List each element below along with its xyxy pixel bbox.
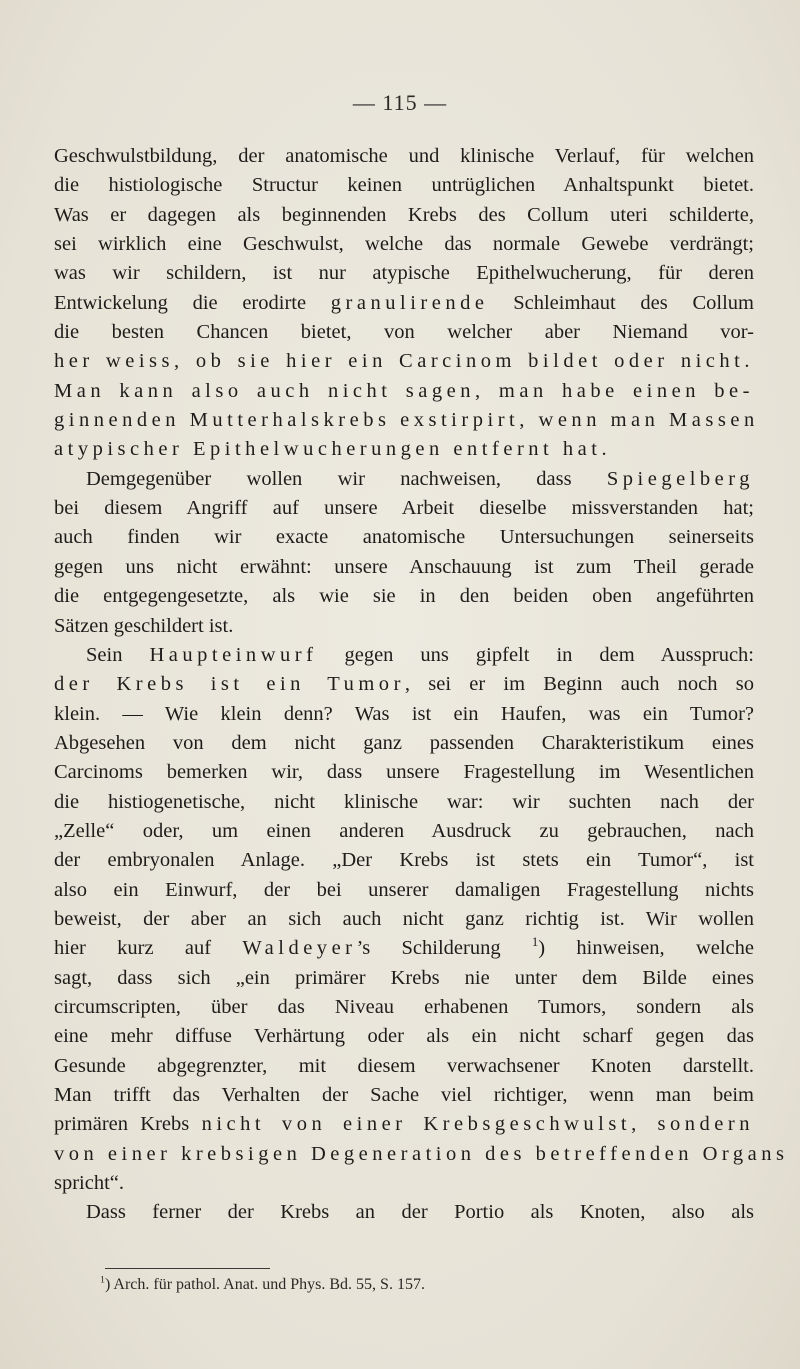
footnote-divider: [105, 1268, 270, 1269]
text-run: ’s Schilderung: [356, 937, 532, 960]
text-line: sei wirklich eine Geschwulst, welche das normale Gewebe verdrängt;: [54, 233, 754, 256]
text-line: sagt, dass sich „ein primärer Krebs nie unter dem Bilde eines: [54, 966, 754, 989]
text-line: die histiologische Structur keinen untrüglichen Anhaltspunkt bietet.: [54, 174, 754, 197]
text-line: die entgegengesetzte, als wie sie in den beiden oben angeführten: [54, 585, 754, 608]
body-text: [54, 142, 789, 1228]
footnote-text: ) Arch. für pathol. Anat. und Phys. Bd. 55, S. 157.: [104, 1276, 425, 1293]
text-line: [54, 289, 754, 318]
text-line: Sätzen geschildert ist.: [54, 614, 234, 637]
spaced-text-line: her weiss, ob sie hier ein Carcinom bildet oder nicht.: [54, 350, 754, 373]
footnote-reference: 1: [531, 935, 539, 950]
text-line: [54, 641, 754, 670]
text-line: die histiogenetische, nicht klinische war: wir suchten nach der: [54, 790, 754, 813]
spaced-text-line: Man kann also auch nicht sagen, man habe einen be-: [54, 379, 754, 402]
spaced-emphasis: Haupteinwurf: [149, 643, 318, 666]
text-line: Geschwulstbildung, der anatomische und klinische Verlauf, für welchen: [54, 145, 754, 167]
text-run: Demgegenüber wollen wir nachweisen, dass: [86, 467, 607, 490]
author-name-waldeyer: Waldeyer: [242, 937, 357, 960]
text-line: circumscripten, über das Niveau erhabenen Tumors, sondern als: [54, 995, 754, 1018]
text-line: bei diesem Angriff auf unsere Arbeit dieselbe missverstanden hat;: [54, 497, 754, 520]
text-line: eine mehr diffuse Verhärtung oder als ein nicht scharf gegen das: [54, 1025, 754, 1048]
text-run: Schleimhaut des Collum: [488, 291, 754, 314]
text-line: spricht“.: [54, 1172, 125, 1195]
spaced-emphasis: der Krebs ist ein Tumor: [54, 673, 405, 696]
text-line: die besten Chancen bietet, von welcher aber Niemand vor-: [54, 321, 754, 344]
text-line: [54, 670, 754, 699]
text-line: auch finden wir exacte anatomische Untersuchungen seinerseits: [54, 526, 754, 549]
text-line: Was er dagegen als beginnenden Krebs des Collum uteri schilderte,: [54, 203, 754, 226]
text-line: [54, 1110, 754, 1139]
footnote: [100, 1276, 425, 1294]
text-run: primären Krebs: [54, 1113, 202, 1136]
text-line: [54, 934, 754, 963]
spaced-text-line: ginnenden Mutterhalskrebs exstirpirt, wenn man Massen: [54, 409, 759, 432]
text-line: was wir schildern, ist nur atypische Epithelwucherung, für deren: [54, 262, 754, 285]
text-run: , sei er im Beginn auch noch so: [404, 673, 754, 696]
text-line: Man trifft das Verhalten der Sache viel richtiger, wenn man beim: [54, 1084, 754, 1106]
text-line: Carcinoms bemerken wir, dass unsere Fragestellung im Wesentlichen: [54, 761, 754, 784]
footnote-marker: 1: [100, 1274, 105, 1286]
text-line: also ein Einwurf, der bei unserer damaligen Fragestellung nichts: [54, 878, 754, 901]
text-run: Entwickelung die erodirte: [54, 291, 331, 314]
text-line: Dass ferner der Krebs an der Portio als Knoten, also als: [86, 1201, 754, 1224]
author-name-spiegelberg: Spiegelberg: [606, 467, 754, 490]
text-run: Sein: [86, 643, 150, 666]
text-line: Abgesehen von dem nicht ganz passenden Charakteristikum eines: [54, 731, 754, 754]
text-line: der embryonalen Anlage. „Der Krebs ist stets ein Tumor“, ist: [54, 849, 754, 872]
text-line: gegen uns nicht erwähnt: unsere Anschauung ist zum Theil gerade: [54, 555, 754, 578]
text-line: „Zelle“ oder, um einen anderen Ausdruck zu gebrauchen, nach: [54, 819, 754, 842]
text-line: Gesunde abgegrenzter, mit diesem verwachsener Knoten darstellt.: [54, 1054, 754, 1077]
text-line: beweist, der aber an sich auch nicht ganz richtig ist. Wir wollen: [54, 907, 754, 930]
text-run: ) hinweisen, welche: [538, 937, 754, 960]
text-run: hier kurz auf: [54, 937, 243, 960]
text-line: [54, 465, 754, 494]
spaced-text-line: atypischer Epithelwucherungen entfernt hat.: [54, 438, 612, 461]
text-run: gegen uns gipfelt in dem Ausspruch:: [317, 643, 754, 666]
page-number: — 115 —: [352, 90, 448, 115]
spaced-emphasis: nicht von einer Krebsgeschwulst, sondern: [201, 1113, 755, 1136]
spaced-text-line: von einer krebsigen Degeneration des betreffenden Organs: [54, 1142, 789, 1165]
spaced-emphasis: granulirende: [330, 291, 489, 314]
text-line: klein. — Wie klein denn? Was ist ein Haufen, was ein Tumor?: [54, 702, 754, 725]
